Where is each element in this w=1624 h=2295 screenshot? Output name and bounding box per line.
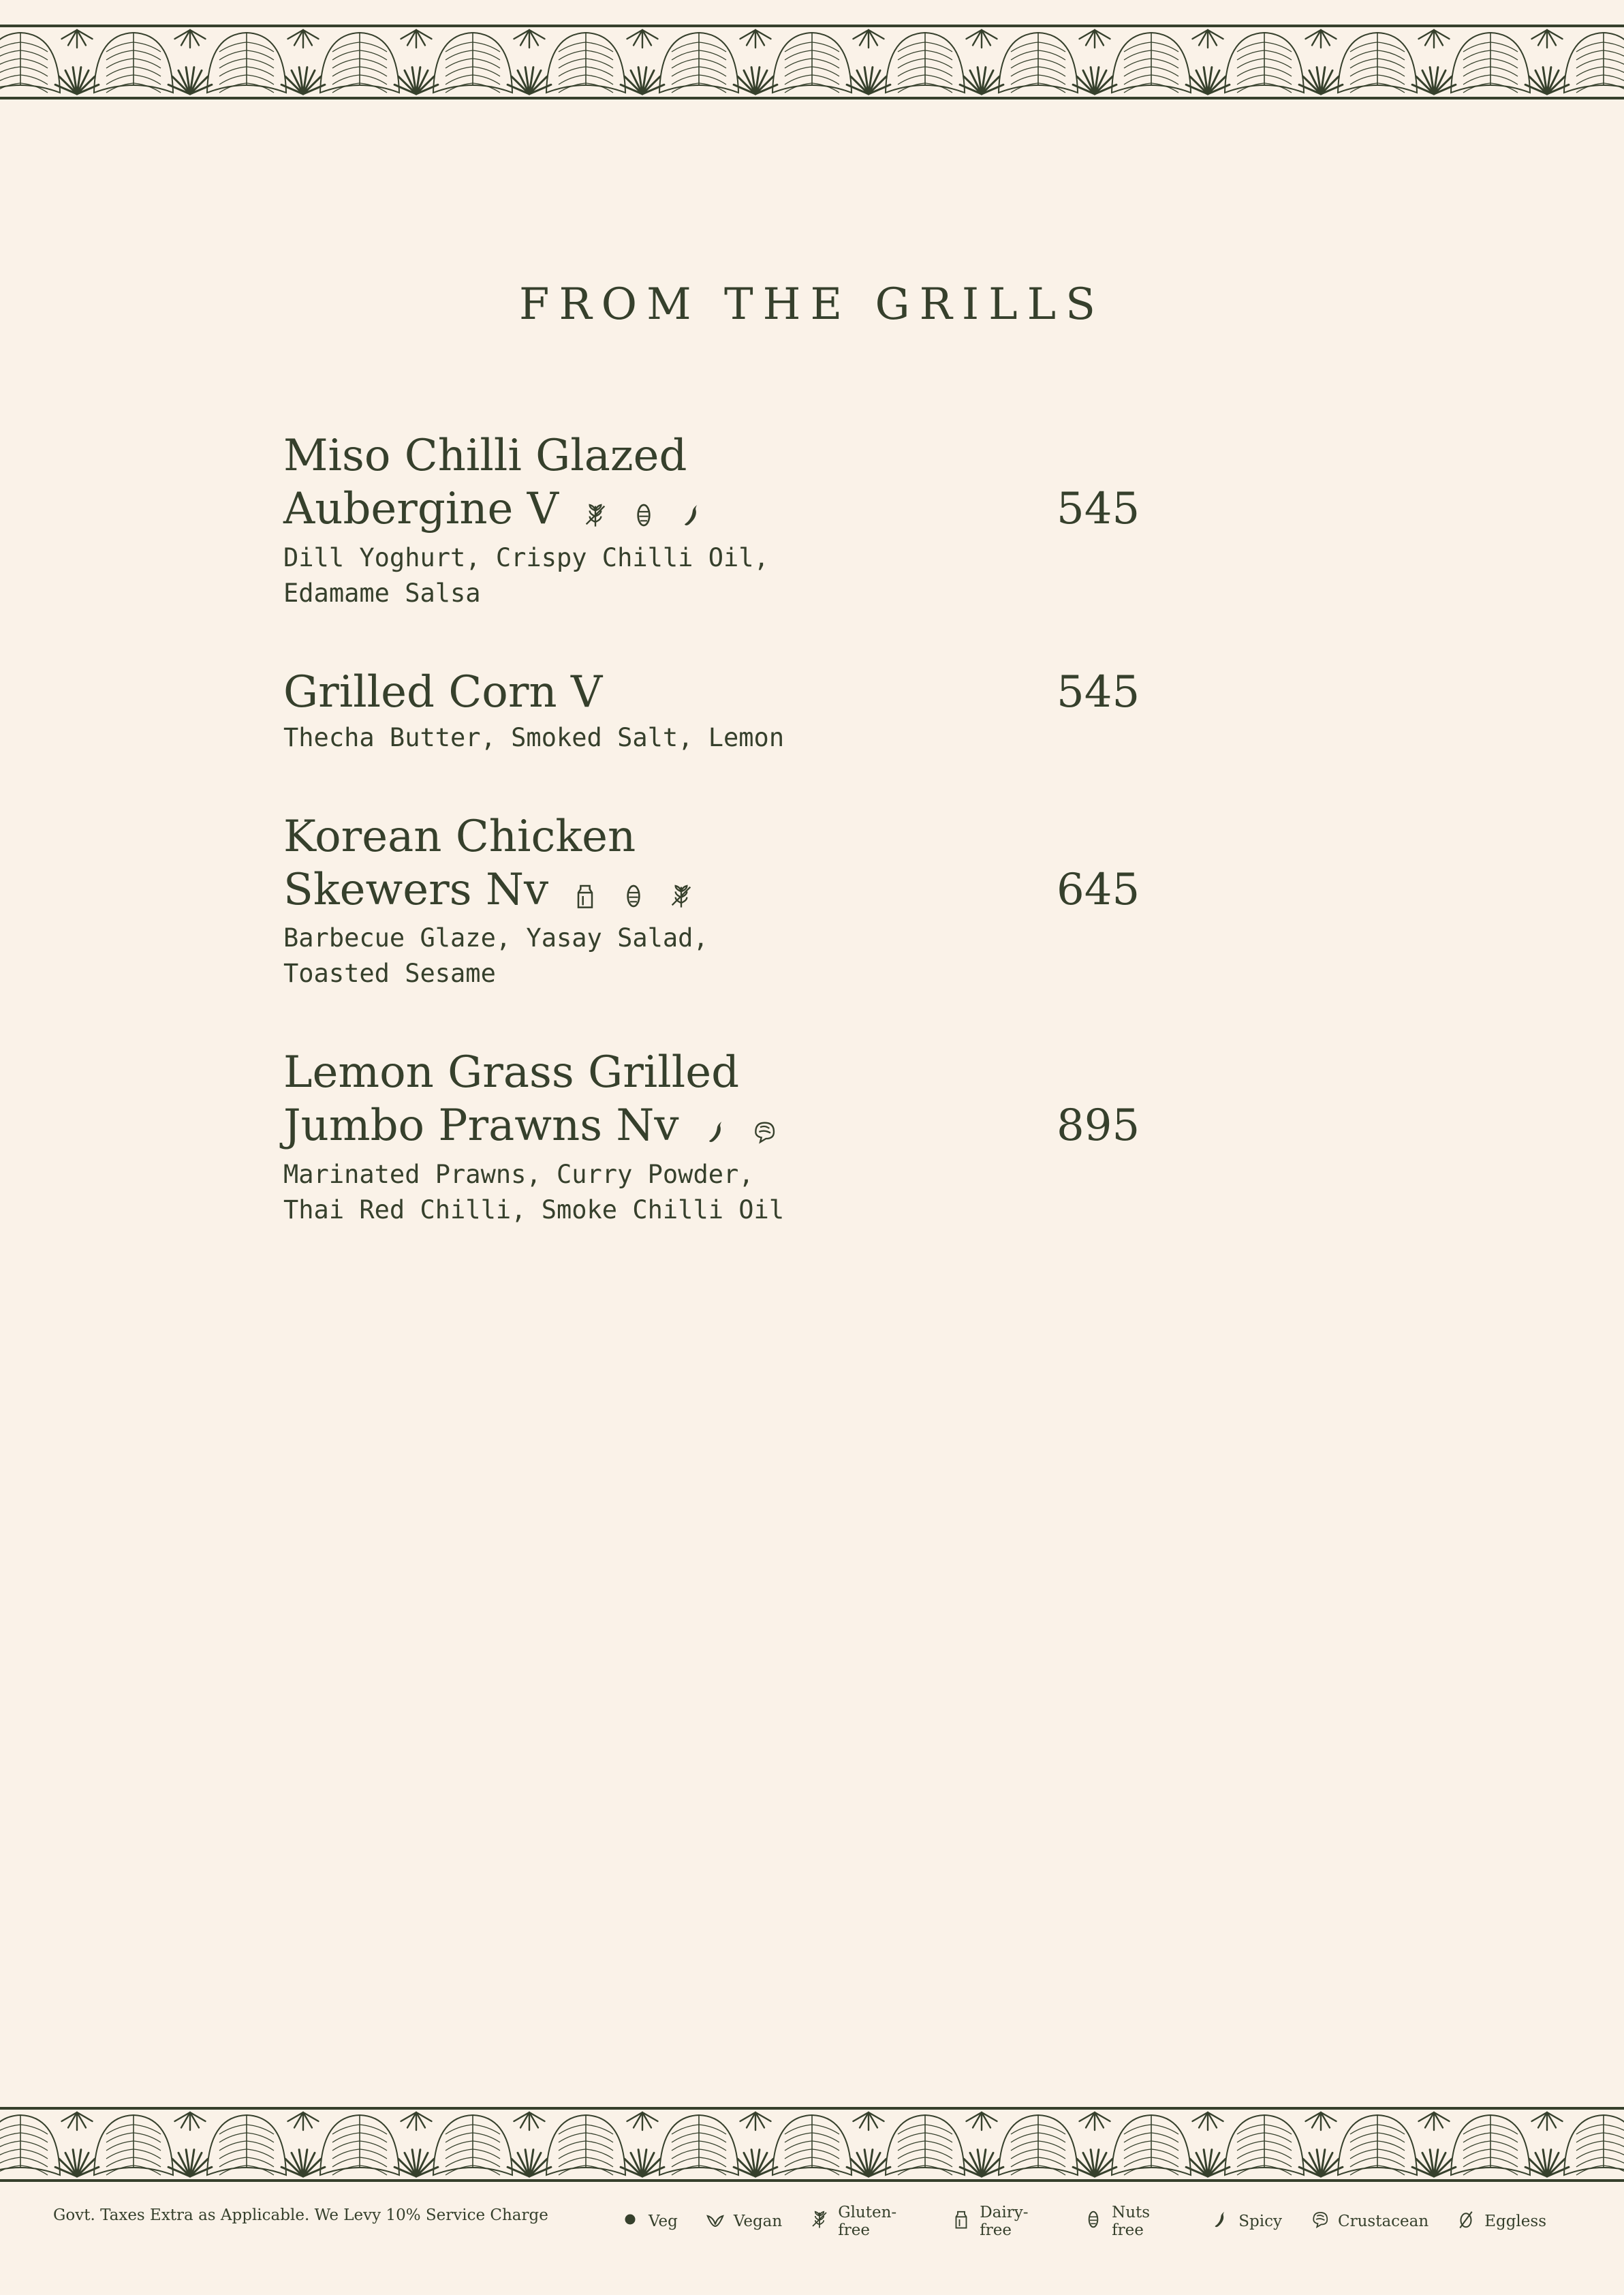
dietary-icons [572,866,702,919]
menu-list [283,429,1142,1228]
gluten-free-icon [668,867,702,918]
nuts-free-icon [620,867,654,918]
dairy-free-icon [572,867,606,918]
item-description: Marinated Prawns, Curry Powder, Thai Red Chilli, Smoke Chilli Oil [283,1159,785,1224]
leaf-pattern-bottom [0,2110,1624,2179]
veg-icon [620,2209,649,2234]
item-price: 545 [1057,484,1140,534]
item-description: Barbecue Glaze, Yasay Salad, Toasted Sesame [283,923,708,988]
leaf-pattern-top [0,27,1624,97]
dietary-icons [702,1103,784,1156]
legend-veg: Veg [620,2209,678,2234]
gluten-free-icon [809,2209,838,2234]
item-name: Lemon Grass Grilled Jumbo Prawns Nv [283,1046,1019,1156]
spicy-icon [702,1104,736,1154]
item-price: 545 [1057,666,1140,718]
page-title: FROM THE GRILLS [519,279,1105,330]
top-leaf-border [0,25,1624,99]
menu-item-miso-aubergine [283,429,1142,611]
legend-dairy-free: Dairy-free [951,2204,1056,2239]
crustacean-icon [750,1104,784,1154]
legend-crustacean: Crustacean [1309,2209,1428,2234]
crustacean-icon [1309,2209,1338,2234]
vegan-icon [705,2209,734,2234]
item-price: 895 [1057,1100,1140,1151]
legend-nuts-free: Nuts free [1083,2204,1183,2239]
item-description: Dill Yoghurt, Crispy Chilli Oil, Edamame Salsa [283,542,769,608]
gluten-free-icon [582,487,616,538]
spicy-icon [678,487,712,538]
nuts-free-icon [1083,2209,1112,2234]
item-name: Miso Chilli Glazed Aubergine V [283,429,1019,539]
dietary-legend [620,2204,1574,2239]
dairy-free-icon [951,2209,980,2234]
item-description: Thecha Butter, Smoked Salt, Lemon [283,722,785,752]
nuts-free-icon [630,487,664,538]
item-name: Korean Chicken Skewers Nv [283,810,1019,920]
item-price: 645 [1057,864,1140,915]
bottom-leaf-border [0,2107,1624,2182]
legend-spicy: Spicy [1210,2209,1282,2234]
spicy-icon [1210,2209,1238,2234]
menu-item-korean-chicken [283,810,1142,992]
item-name: Grilled Corn V [283,666,603,718]
legend-eggless: Eggless [1456,2209,1546,2234]
dietary-icons [582,486,712,539]
menu-item-lemongrass-prawns [283,1046,1142,1228]
legend-gluten-free: Gluten-free [809,2204,924,2239]
tax-note: Govt. Taxes Extra as Applicable. We Levy 10% Service Charge [53,2206,548,2224]
menu-item-grilled-corn [283,666,1142,756]
legend-vegan: Vegan [705,2209,782,2234]
eggless-icon [1456,2209,1484,2234]
